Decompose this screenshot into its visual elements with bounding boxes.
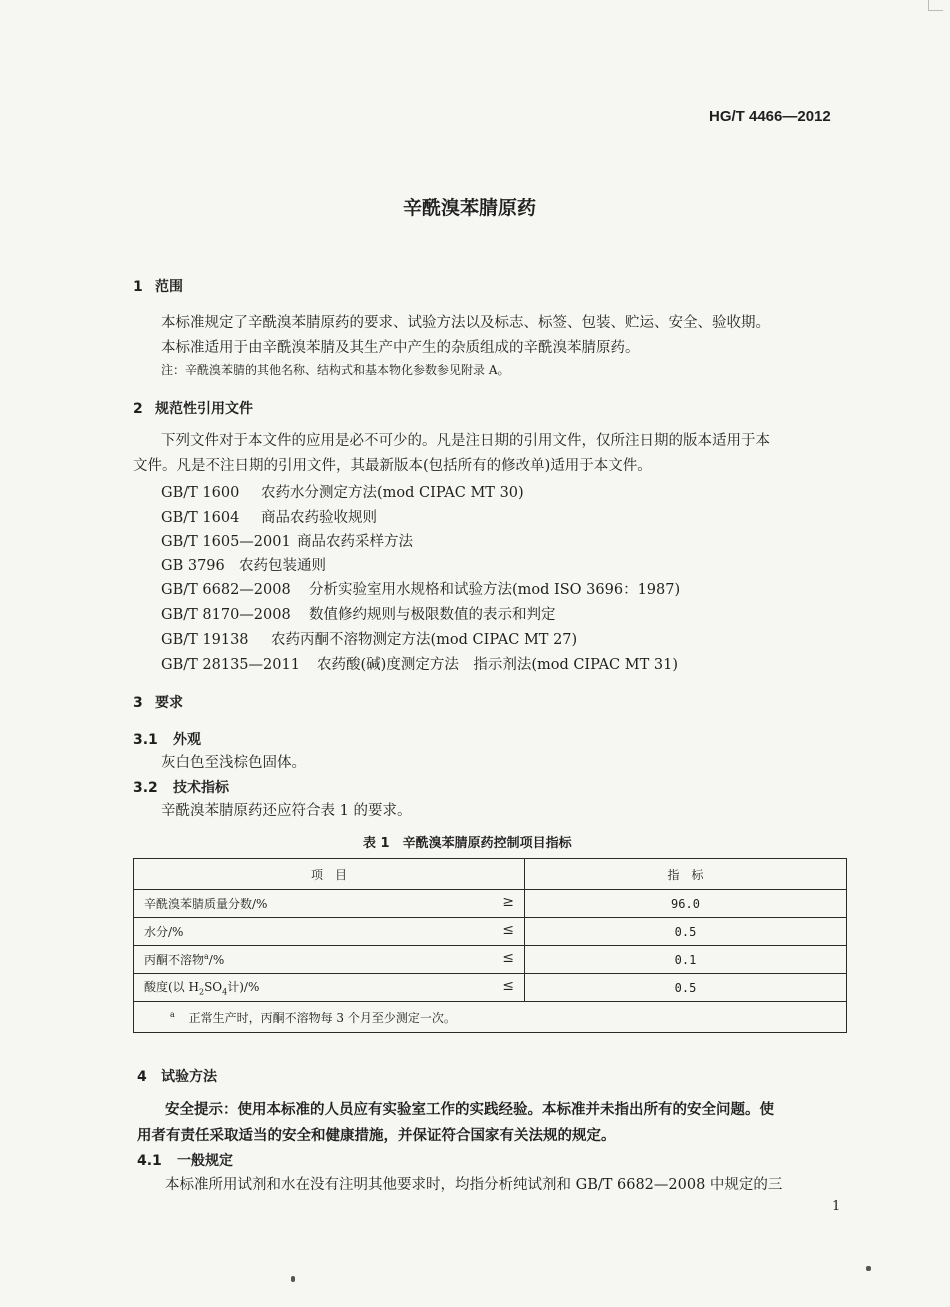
section-3-2-text: 辛酰溴苯腈原药还应符合表 1 的要求。 bbox=[161, 803, 412, 819]
scan-corner-mark bbox=[928, 0, 943, 11]
reference-title: 农药酸(碱)度测定方法 指示剂法(mod CIPAC MT 31) bbox=[317, 657, 678, 673]
section-1-paragraph-1: 本标准规定了辛酰溴苯腈原药的要求、试验方法以及标志、标签、包装、贮运、安全、验收期。 bbox=[161, 315, 770, 331]
table-caption: 表 1 辛酰溴苯腈原药控制项目指标 bbox=[363, 836, 572, 851]
safety-notice-line-2: 用者有责任采取适当的安全和健康措施，并保证符合国家有关法规的规定。 bbox=[137, 1128, 616, 1144]
reference-item bbox=[161, 508, 377, 528]
comparison-operator: ≥ bbox=[502, 894, 514, 910]
table-header-row bbox=[134, 859, 847, 890]
reference-item bbox=[161, 630, 577, 650]
table-row bbox=[134, 946, 847, 974]
reference-item bbox=[161, 532, 413, 552]
section-4-1-text: 本标准所用试剂和水在没有注明其他要求时，均指分析纯试剂和 GB/T 6682—2008 中规定的三 bbox=[165, 1177, 783, 1193]
footnote-mark: a bbox=[170, 1009, 175, 1019]
section-4-number: 4 bbox=[137, 1069, 147, 1085]
specification-table bbox=[133, 858, 847, 1033]
table-footnote bbox=[134, 1002, 847, 1033]
table-cell-item bbox=[134, 946, 525, 974]
item-label: 水分/% bbox=[144, 925, 184, 939]
table-row bbox=[134, 918, 847, 946]
reference-title: 农药包装通则 bbox=[239, 558, 326, 574]
reference-item bbox=[161, 483, 524, 503]
reference-item bbox=[161, 655, 678, 675]
section-3-1-heading: 外观 bbox=[173, 732, 201, 748]
section-4-1-number: 4.1 bbox=[137, 1153, 162, 1169]
reference-title: 农药水分测定方法(mod CIPAC MT 30) bbox=[261, 485, 524, 501]
section-3-1-number: 3.1 bbox=[133, 732, 158, 748]
comparison-operator: ≤ bbox=[502, 922, 514, 938]
reference-code: GB/T 1604 bbox=[161, 510, 240, 526]
table-cell-value: 0.1 bbox=[525, 946, 847, 974]
item-label: 辛酰溴苯腈质量分数/% bbox=[144, 897, 268, 911]
table-cell-item bbox=[134, 918, 525, 946]
reference-code: GB/T 6682—2008 bbox=[161, 582, 291, 598]
reference-title: 分析实验室用水规格和试验方法(mod ISO 3696：1987) bbox=[309, 582, 681, 598]
section-1-heading: 范围 bbox=[155, 279, 183, 295]
section-3-number: 3 bbox=[133, 695, 143, 711]
comparison-operator: ≤ bbox=[502, 978, 514, 994]
column-header-item: 项 目 bbox=[134, 859, 525, 890]
table-cell-item bbox=[134, 974, 525, 1002]
reference-code: GB 3796 bbox=[161, 558, 225, 574]
comparison-operator: ≤ bbox=[502, 950, 514, 966]
document-title: 辛酰溴苯腈原药 bbox=[403, 197, 537, 219]
table-cell-item bbox=[134, 890, 525, 918]
section-4-heading: 试验方法 bbox=[161, 1069, 217, 1085]
table-cell-value: 0.5 bbox=[525, 974, 847, 1002]
item-label: 丙酮不溶物$^a$/% bbox=[144, 952, 225, 967]
section-4-1-heading: 一般规定 bbox=[177, 1153, 233, 1169]
reference-item bbox=[161, 605, 556, 625]
scan-speck bbox=[291, 1276, 295, 1282]
page-number: 1 bbox=[832, 1199, 841, 1214]
section-3-heading: 要求 bbox=[155, 695, 183, 711]
section-3-2-heading: 技术指标 bbox=[173, 780, 229, 796]
scan-speck bbox=[866, 1266, 871, 1271]
reference-item bbox=[161, 580, 680, 600]
reference-code: GB/T 1600 bbox=[161, 485, 240, 501]
reference-title: 商品农药采样方法 bbox=[297, 534, 413, 550]
standard-code: HG/T 4466—2012 bbox=[709, 108, 831, 125]
section-1-note: 注：辛酰溴苯腈的其他名称、结构式和基本物化参数参见附录 A。 bbox=[161, 363, 510, 377]
table-cell-value: 0.5 bbox=[525, 918, 847, 946]
section-2-number: 2 bbox=[133, 401, 143, 417]
reference-title: 商品农药验收规则 bbox=[261, 510, 377, 526]
section-2-paragraph-line-2: 文件。凡是不注日期的引用文件，其最新版本(包括所有的修改单)适用于本文件。 bbox=[133, 458, 652, 474]
item-label: 酸度(以 $H_2SO_4$计)/% bbox=[144, 980, 260, 997]
section-1-paragraph-2: 本标准适用于由辛酰溴苯腈及其生产中产生的杂质组成的辛酰溴苯腈原药。 bbox=[161, 340, 640, 356]
section-3-2-number: 3.2 bbox=[133, 780, 158, 796]
column-header-index: 指 标 bbox=[525, 859, 847, 890]
table-row bbox=[134, 890, 847, 918]
footnote-text: 正常生产时，丙酮不溶物每 3 个月至少测定一次。 bbox=[188, 1010, 456, 1025]
table-cell-value: 96.0 bbox=[525, 890, 847, 918]
section-2-paragraph-line-1: 下列文件对于本文件的应用是必不可少的。凡是注日期的引用文件，仅所注日期的版本适用于本 bbox=[161, 433, 770, 449]
reference-code: GB/T 28135—2011 bbox=[161, 657, 300, 673]
table-row bbox=[134, 974, 847, 1002]
table-footnote-row bbox=[134, 1002, 847, 1033]
reference-title: 数值修约规则与极限数值的表示和判定 bbox=[309, 607, 556, 623]
reference-code: GB/T 19138 bbox=[161, 632, 249, 648]
section-2-heading: 规范性引用文件 bbox=[155, 401, 253, 417]
reference-code: GB/T 1605—2001 bbox=[161, 534, 291, 550]
section-3-1-text: 灰白色至浅棕色固体。 bbox=[161, 755, 306, 771]
safety-notice-line-1: 安全提示：使用本标准的人员应有实验室工作的实践经验。本标准并未指出所有的安全问题。使 bbox=[165, 1102, 774, 1118]
section-1-number: 1 bbox=[133, 279, 143, 295]
reference-item bbox=[161, 556, 326, 576]
reference-title: 农药丙酮不溶物测定方法(mod CIPAC MT 27) bbox=[271, 632, 578, 648]
reference-code: GB/T 8170—2008 bbox=[161, 607, 291, 623]
